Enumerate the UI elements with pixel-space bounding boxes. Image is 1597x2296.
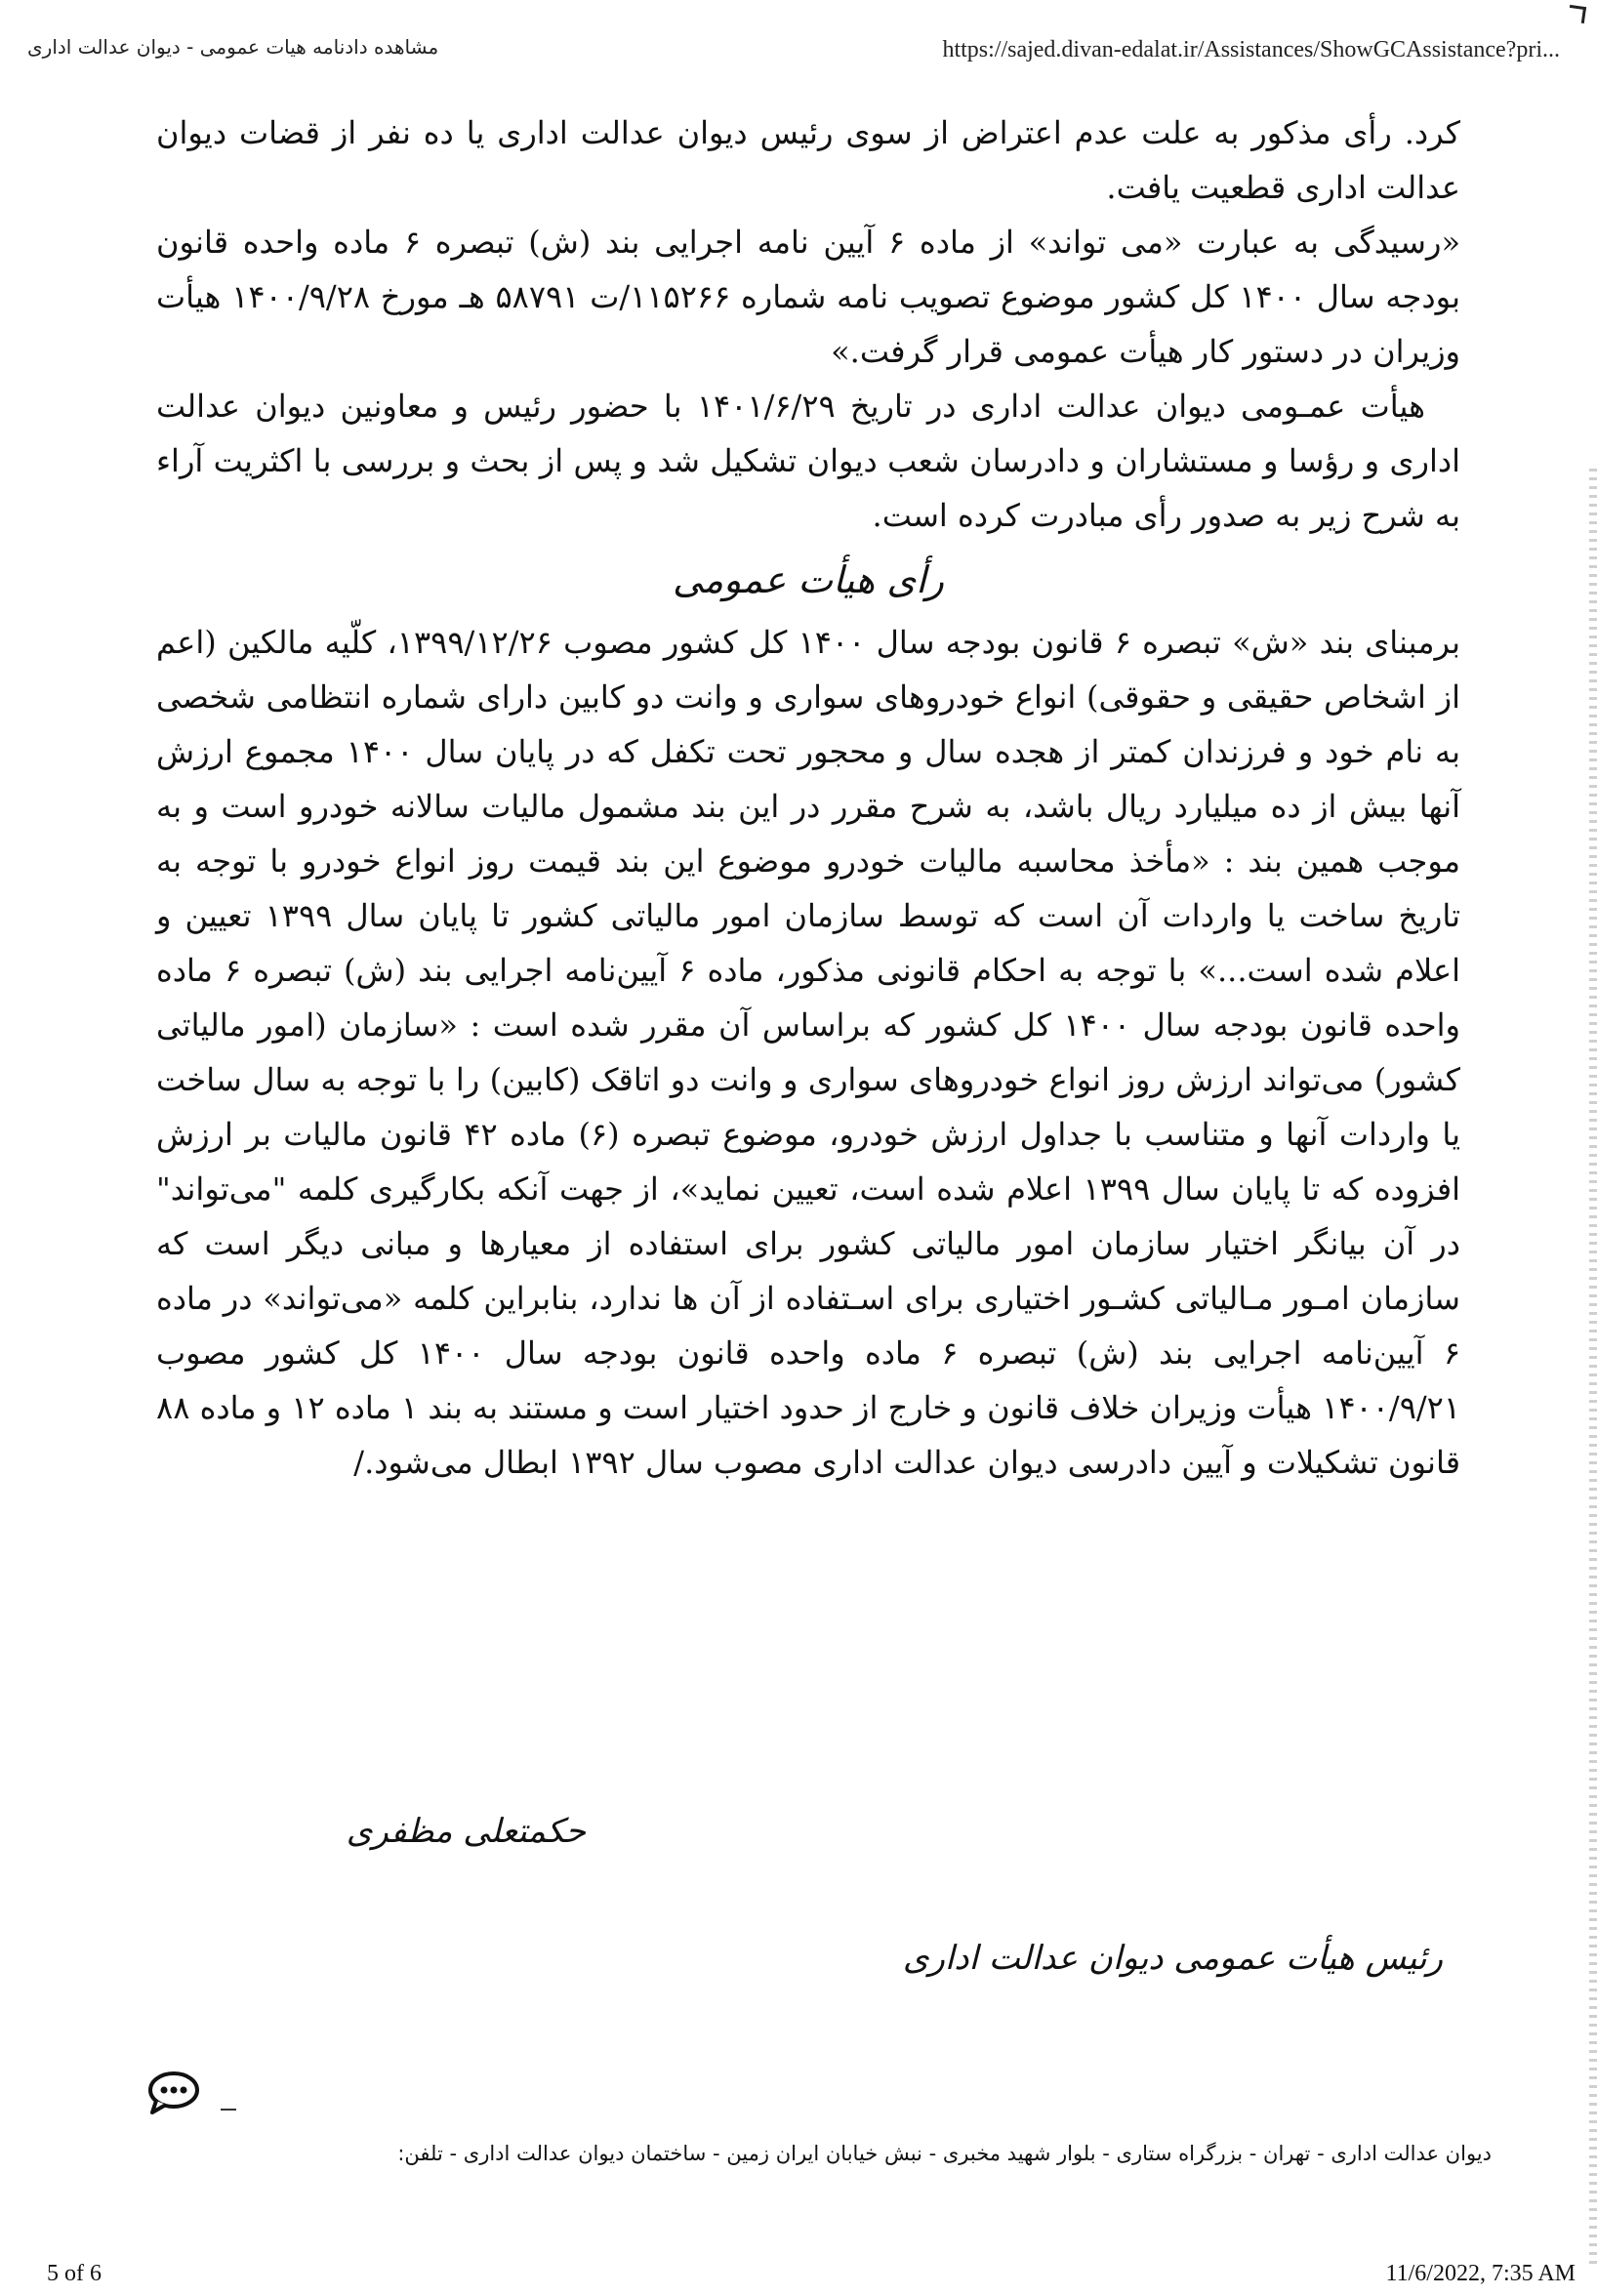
chat-icon[interactable] (146, 2070, 201, 2114)
page-number: 5 of 6 (47, 2261, 102, 2286)
document-body (156, 105, 1460, 1490)
page-title: مشاهده دادنامه هیات عمومی - دیوان عدالت اداری (27, 35, 439, 59)
corner-mark (1568, 5, 1586, 23)
paragraph-1: کرد. رأی مذکور به علت عدم اعتراض از سوی رئیس دیوان عدالت اداری یا ده نفر از قضات دیوان عدالت اداری قطعیت یافت. (156, 114, 1460, 206)
footer-address: دیوان عدالت اداری - تهران - بزرگراه ستاری - بلوار شهید مخبری - نبش خیابان ایران زمین - ساختمان دیوان عدالت اداری - تلفن: (397, 2142, 1492, 2165)
page-url: https://sajed.divan-edalat.ir/Assistances/ShowGCAssistance?pri... (942, 37, 1560, 62)
signer-title: رئیس هیأت عمومی دیوان عدالت اداری (902, 1939, 1443, 1978)
paragraph-2: «رسیدگی به عبارت «می تواند» از ماده ۶ آیین نامه اجرایی بند (ش) تبصره ۶ ماده واحده قانون بودجه سال ۱۴۰۰ کل کشور موضوع تصویب نامه شماره ۱۱۵۲۶۶/ت ۵۸۷۹۱ هـ مورخ ۱۴۰۰/۹/۲۸ هیأت وزیران در دستور کار هیأت عمومی قرار گرفت.» (156, 224, 1461, 370)
paragraph-3: هیأت عمـومی دیوان عدالت اداری در تاریخ ۱۴۰۱/۶/۲۹ با حضور رئیس و معاونین دیوان عدالت اداری و رؤسا و مستشاران و دادرسان شعب دیوان تشکیل شد و پس از بحث و بررسی با اکثریت آراء به شرح زیر به صدور رأی مبادرت کرده است. (156, 388, 1461, 534)
scan-edge (1589, 469, 1597, 2265)
divider (221, 2109, 236, 2111)
signer-name: حکمتعلی مظفری (346, 1812, 586, 1851)
paragraph-4: برمبنای بند «ش» تبصره ۶ قانون بودجه سال ۱۴۰۰ کل کشور مصوب ۱۳۹۹/۱۲/۲۶، کلّیه مالکین (اعم از اشخاص حقیقی و حقوقی) انواع خودروهای سواری و وانت دو کابین دارای شماره انتظامی شخصی به نام خود و فرزندان کمتر از هجده سال و محجور تحت تکفل که در پایان سال ۱۴۰۰ مجموع ارزش آنها بیش از ده میلیارد ریال باشد، به شرح مقرر در این بند مشمول مالیات سالانه خودرو است و به موجب همین بند : «مأخذ محاسبه مالیات خودرو موضوع این بند قیمت روز انواع خودرو با توجه به تاریخ ساخت یا واردات آن است که توسط سازمان امور مالیاتی کشور تا پایان سال ۱۳۹۹ تعیین و اعلام شده است...» با توجه به احکام قانونی مذکور، ماده ۶ آیین‌نامه اجرایی بند (ش) تبصره ۶ ماده واحده قانون بودجه سال ۱۴۰۰ کل کشور که براساس آن مقرر شده است : «سازمان (امور مالیاتی کشور) می‌تواند ارزش روز انواع خودروهای سواری و وانت دو اتاقک (کابین) را با توجه به سال ساخت یا واردات آنها و متناسب با جداول ارزش خودرو، موضوع تبصره (۶) ماده ۴۲ قانون مالیات بر ارزش افزوده که تا پایان سال ۱۳۹۹ اعلام شده است، تعیین نماید»، از جهت آنکه بکارگیری کلمه "می‌تواند" در آن بیانگر اختیار سازمان امور مالیاتی کشور برای استفاده از معیارها و مبانی دیگر است که سازمان امـور مـالیاتی کشـور اختیاری برای اسـتفاده از آن ها ندارد، بنابراین کلمه «می‌تواند» در ماده ۶ آیین‌نامه اجرایی بند (ش) تبصره ۶ ماده واحده قانون بودجه سال ۱۴۰۰ کل کشور مصوب ۱۴۰۰/۹/۲۱ هیأت وزیران خلاف قانون و خارج از حدود اختیار است و مستند به بند ۱ ماده ۱۲ و ماده ۸۸ قانون تشکیلات و آیین دادرسی دیوان عدالت اداری مصوب سال ۱۳۹۲ ابطال می‌شود./ (156, 624, 1461, 1481)
print-datetime: 11/6/2022, 7:35 AM (1385, 2261, 1576, 2286)
vote-heading: رأی هیأت عمومی (673, 558, 944, 601)
